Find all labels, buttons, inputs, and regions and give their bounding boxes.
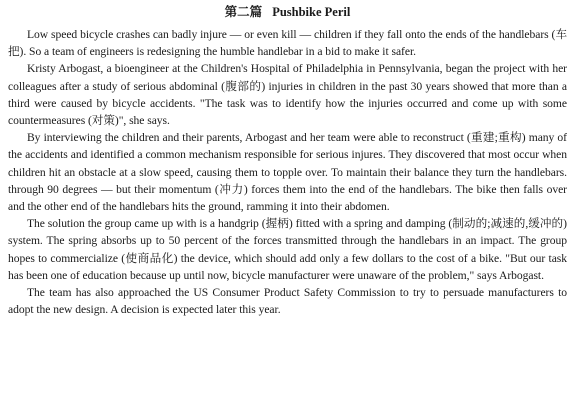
page-title <box>8 4 567 20</box>
paragraph-2: Kristy Arbogast, a bioengineer at the Children's Hospital of Philadelphia in Pennsylvania, began the project with her colleagues after a study of serious abdominal (腹部的) injuries in children in the past 30 years showed that more than a third were caused by bicycle accidents. "The task was to identify how the injuries occurred and come up with some countermeasures (对策)", she says. <box>8 62 567 128</box>
paragraph-5: The team has also approached the US Consumer Product Safety Commission to try to persuade manufacturers to adopt the new design. A decision is expected later this year. <box>8 286 567 317</box>
paragraph-1: Low speed bicycle crashes can badly injure — or even kill — children if they fall onto the ends of the handlebars (车把). So a team of engineers is redesigning the humble handlebar in a bid to make it safer. <box>8 28 567 59</box>
paragraph-4: The solution the group came up with is a handgrip (握柄) fitted with a spring and damping (制动的;减速的,缓冲的) system. The spring absorbs up to 50 percent of the forces transmitted through the handlebars in an impact. The group hopes to commercialize (使商品化) the device, which should add only a few dollars to the cost of a bike. "But our task has been one of education because up until now, bicycle manufacturer were unaware of the problem," says Arbogast. <box>8 217 567 282</box>
paragraph-3: By interviewing the children and their parents, Arbogast and her team were able to reconstruct (重建;重构) many of the accidents and identified a common mechanism responsible for serious injures. They discovered that most occur when children hit an obstacle at a slow speed, causing them to topple over. To maintain their balance they turn the handlebars. through 90 degrees — but their momentum (冲力) forces them into the end of the handlebars. The bike then falls over and the other end of the handlebars hits the ground, ramming it into their abdomen. <box>8 131 567 214</box>
article-title: Pushbike Peril <box>272 5 351 19</box>
chapter-label: 第二篇 <box>224 5 263 19</box>
